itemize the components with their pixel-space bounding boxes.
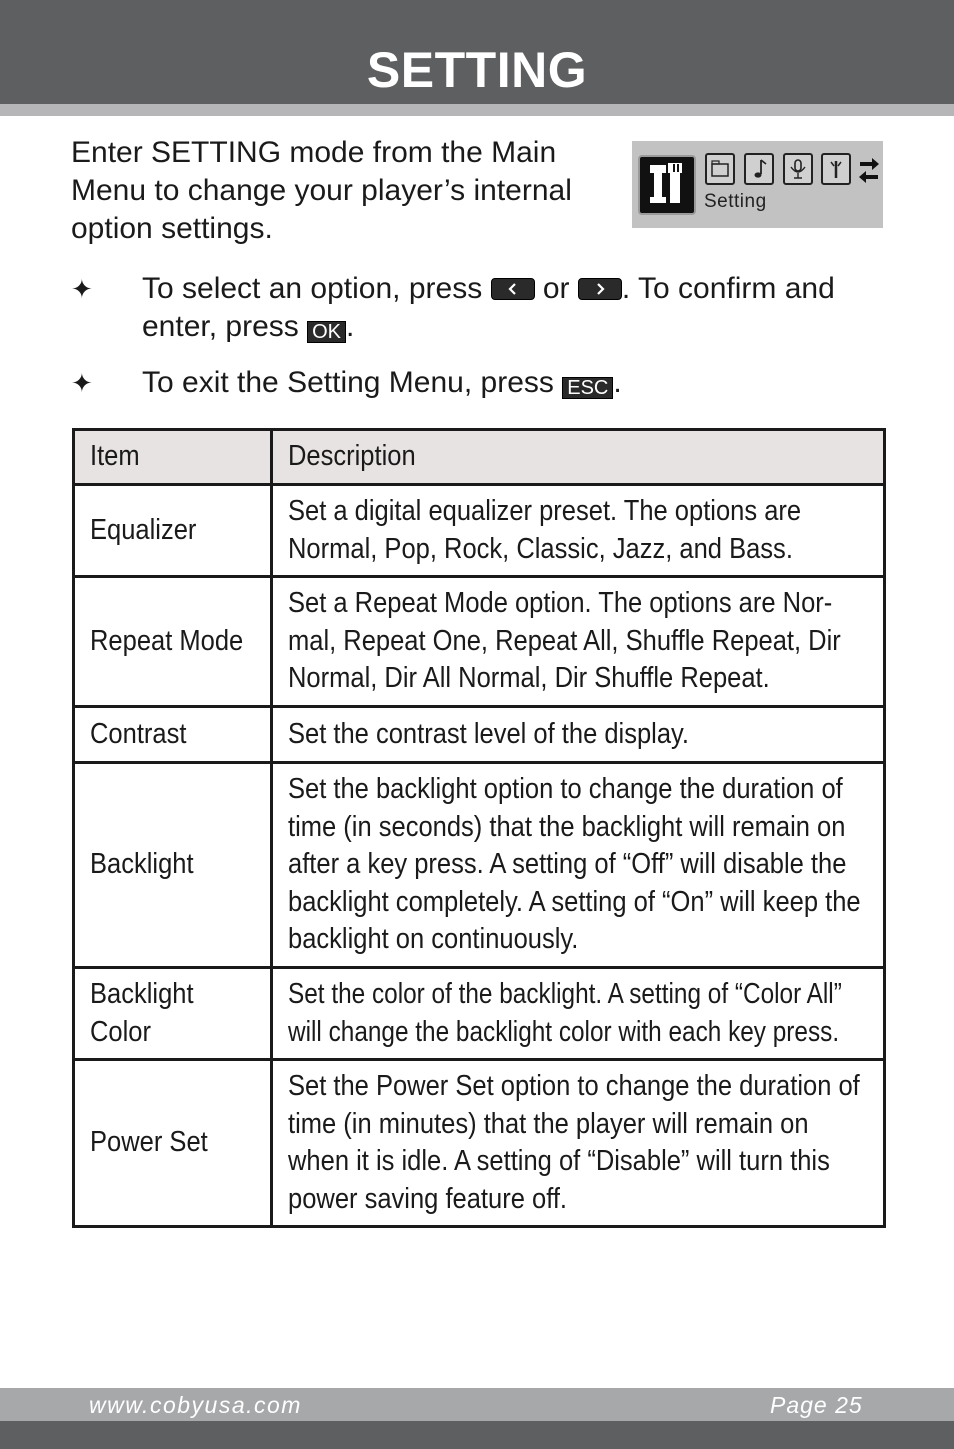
- footer-url: www.cobyusa.com: [89, 1392, 302, 1418]
- device-screen-illustration: [632, 141, 883, 228]
- instruction-text: To select an option, press: [142, 272, 491, 305]
- page-number: Page 25: [770, 1392, 863, 1418]
- screen-label: Setting: [704, 191, 767, 212]
- table-row: [74, 577, 885, 707]
- item-cell: Contrast: [74, 707, 272, 763]
- instruction-text: . To confirm and enter, press: [142, 272, 835, 343]
- header-rule: [0, 104, 954, 116]
- item-cell: Repeat Mode: [74, 577, 272, 707]
- description-cell: Set the Power Set option to change the duration of time (in minutes) that the player will remain on when it is idle. A setting of “Disable” will turn this power saving feature off.: [272, 1060, 885, 1227]
- item-cell: Backlight Color: [74, 968, 272, 1060]
- description-cell: Set a Repeat Mode option. The options are Nor-mal, Repeat One, Repeat All, Shuffle Repeat, Dir Normal, Dir All Normal, Dir Shuffle Repeat.: [272, 577, 885, 707]
- column-header-item: Item: [74, 430, 272, 485]
- table-header-row: [74, 430, 885, 485]
- description-cell: Set the backlight option to change the duration of time (in seconds) that the backlight will remain on after a key press. A setting of “Off” will disable the backlight completely. A setting of “On” will keep the backlight on continuously.: [272, 763, 885, 968]
- column-header-description: Description: [272, 430, 885, 485]
- microphone-icon: [783, 153, 813, 185]
- item-cell: Power Set: [74, 1060, 272, 1227]
- table-row: [74, 485, 885, 577]
- description-cell: Set the contrast level of the display.: [272, 707, 885, 763]
- instruction-text: To exit the Setting Menu, press: [142, 366, 563, 399]
- settings-table: [72, 428, 886, 1228]
- bullet-star-icon: ✦: [71, 274, 93, 304]
- description-cell: Set the color of the backlight. A setting of “Color All” will change the backlight color with each key press.: [272, 968, 885, 1060]
- bullet-star-icon: ✦: [71, 368, 93, 398]
- ok-key-badge: OK: [307, 321, 346, 343]
- table-row: [74, 1060, 885, 1227]
- page-title: SETTING: [366, 42, 588, 98]
- table-row: [74, 707, 885, 763]
- esc-key-badge: ESC: [562, 377, 613, 399]
- table-row: [74, 763, 885, 968]
- folder-icon: [705, 153, 735, 185]
- left-key-icon: [491, 278, 535, 300]
- table-row: [74, 968, 885, 1060]
- intro-paragraph: Enter SETTING mode from the Main Menu to change your player’s internal option settings.: [71, 136, 572, 245]
- item-cell: Backlight: [74, 763, 272, 968]
- tools-icon: [821, 153, 851, 185]
- description-cell: Set a digital equalizer preset. The options are Normal, Pop, Rock, Classic, Jazz, and Bass.: [272, 485, 885, 577]
- instruction-text: or: [534, 272, 578, 305]
- music-note-icon: [744, 153, 774, 185]
- item-cell: Equalizer: [74, 485, 272, 577]
- instruction-text: .: [346, 310, 355, 343]
- arrows-icon: [858, 153, 880, 185]
- right-key-icon: [578, 278, 622, 300]
- setting-tools-icon: [638, 155, 696, 215]
- instruction-text: .: [613, 366, 622, 399]
